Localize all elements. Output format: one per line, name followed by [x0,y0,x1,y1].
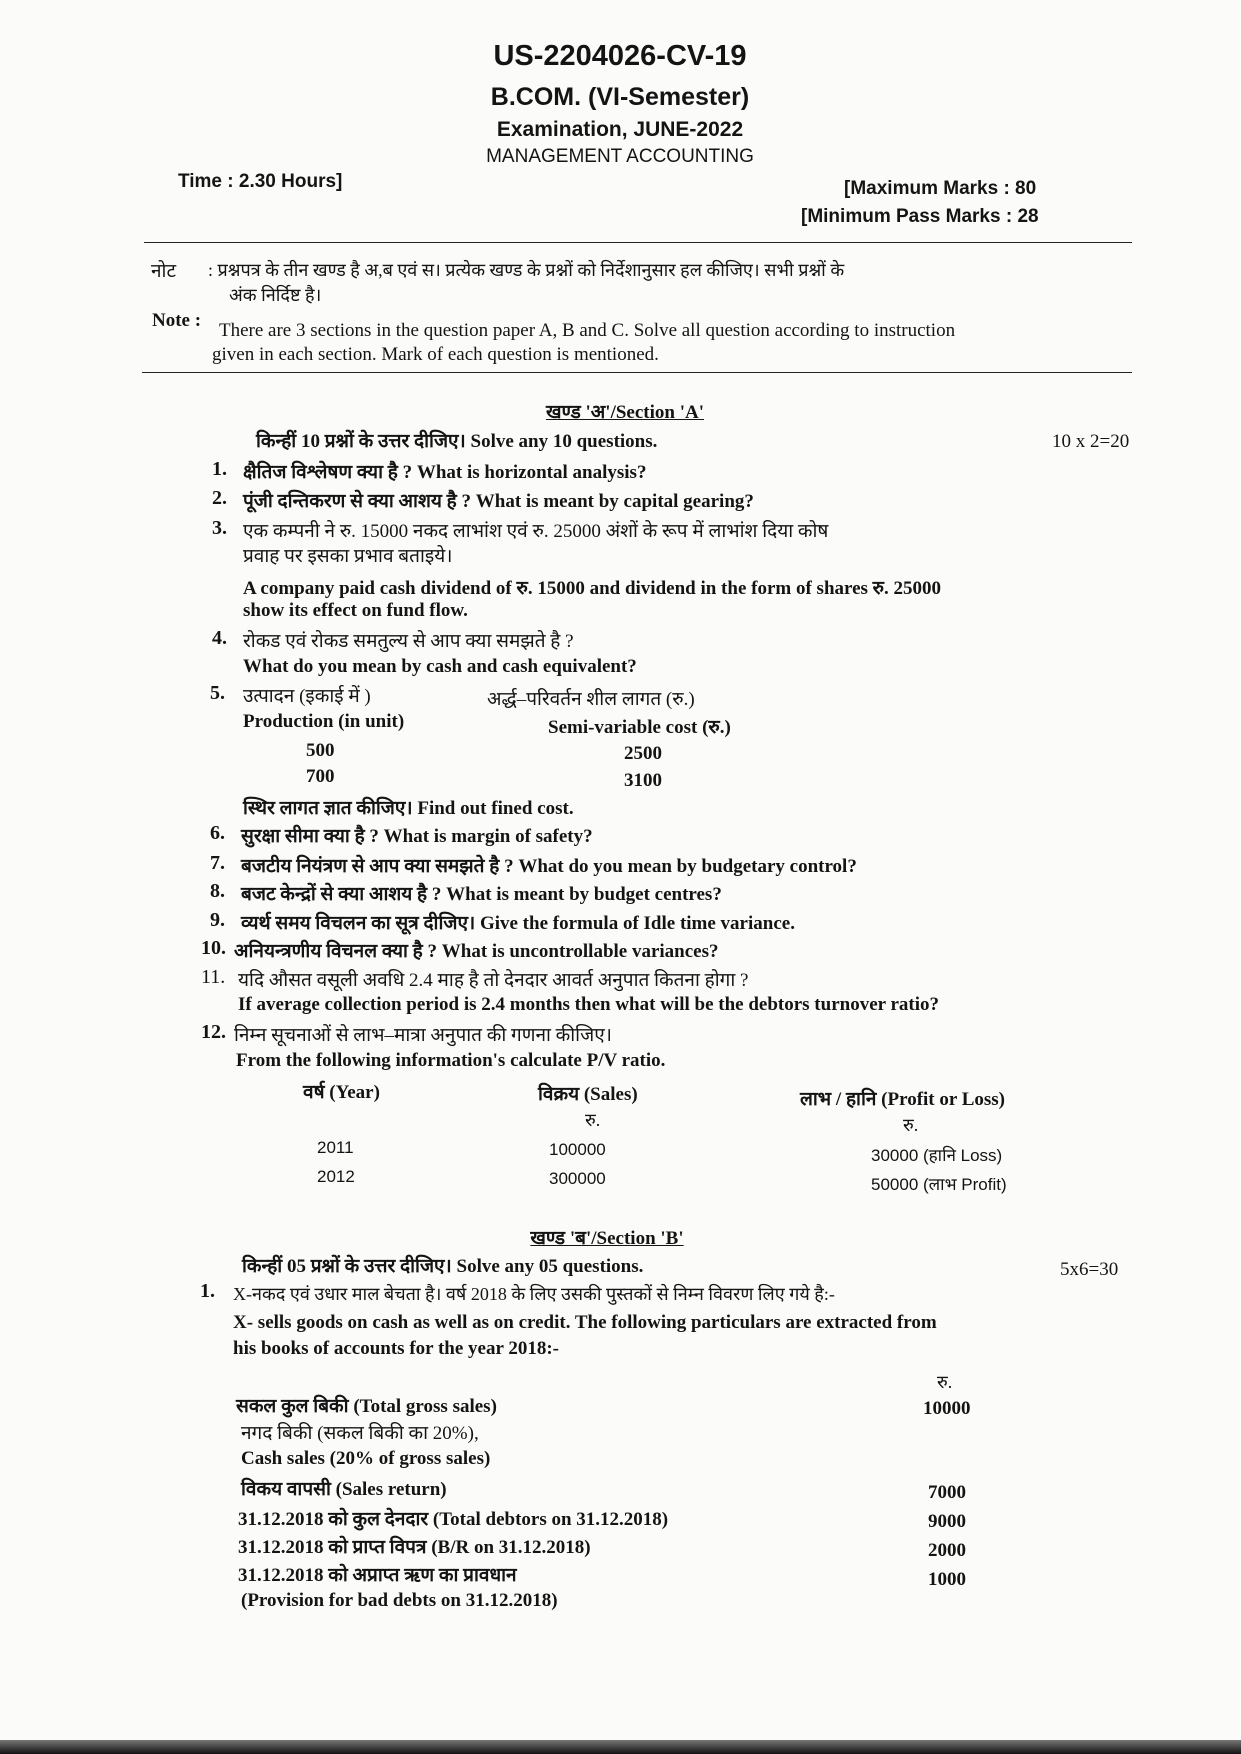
cost-value: 3100 [624,770,662,791]
paper-code: US-2204026-CV-19 [493,40,747,72]
question-number: 11. [201,966,226,988]
question-number: 4. [212,627,227,649]
question-number: 12. [201,1021,226,1043]
time-allowed: Time : 2.30 Hours] [178,171,343,192]
particular-label: 31.12.2018 को प्राप्त विपत्र (B/R on 31.12.2018) [238,1537,591,1558]
year-cell: 2011 [317,1138,354,1157]
section-b-marks: 5x6=30 [1060,1259,1119,1280]
header-divider [144,242,1132,243]
note-hindi-line-1: : प्रश्नपत्र के तीन खण्ड है अ,ब एवं स। प्रत्येक खण्ड के प्रश्नों को निर्देशानुसार हल कीजिए। सभी प्रश्नों के [208,260,845,280]
question-hindi-line-2: प्रवाह पर इसका प्रभाव बताइये। [243,546,453,567]
particular-amount: 9000 [928,1511,966,1532]
question-hindi: निम्न सूचनाओं से लाभ–मात्रा अनुपात की गणना कीजिए। [234,1025,612,1046]
question-text: क्षैतिज विश्लेषण क्या है ? What is horizontal analysis? [243,462,647,483]
note-hindi-label: नोट [151,261,177,282]
amount-unit: रु. [937,1372,953,1392]
particular-label: (Provision for bad debts on 31.12.2018) [241,1590,558,1611]
scan-bottom-edge [0,1740,1241,1754]
note-hindi-line-2: अंक निर्दिष्ट है। [229,285,322,305]
question-number: 6. [210,822,225,844]
question-number: 3. [212,517,227,539]
question-text: पूंजी दन्तिकरण से क्या आशय है ? What is meant by capital gearing? [243,491,754,512]
question-number: 2. [212,487,227,509]
question-text: बजटीय नियंत्रण से आप क्या समझते है ? What do you mean by budgetary control? [241,856,857,877]
question-text: सुरक्षा सीमा क्या है ? What is margin of safety? [241,826,593,847]
question-english: What do you mean by cash and cash equivalent? [243,656,637,677]
cost-header-hindi: अर्द्ध–परिवर्तन शील लागत (रु.) [487,689,695,710]
question-number: 7. [210,852,225,874]
production-header-english: Production (in unit) [243,711,405,732]
note-english-label: Note : [152,310,202,331]
question-english-line-1: X- sells goods on cash as well as on credit. The following particulars are extracted from [233,1312,937,1333]
particular-amount: 2000 [928,1540,966,1561]
section-b-heading: खण्ड 'ब'/Section 'B' [530,1228,684,1249]
question-text: व्यर्थ समय विचलन का सूत्र दीजिए। Give the formula of Idle time variance. [241,913,795,934]
section-a-marks: 10 x 2=20 [1052,431,1130,452]
maximum-marks: [Maximum Marks : 80 [844,178,1037,199]
particular-label: नगद बिकी (सकल बिकी का 20%), [241,1423,479,1444]
particular-label: 31.12.2018 को अप्राप्त ऋण का प्रावधान [238,1565,517,1586]
year-cell: 2012 [317,1167,355,1186]
cost-header-english: Semi-variable cost (रु.) [548,717,731,738]
result-cell: 50000 (लाभ Profit) [871,1175,1007,1194]
particular-amount: 1000 [928,1569,966,1590]
question-hindi: X-नकद एवं उधार माल बेचता है। वर्ष 2018 के लिए उसकी पुस्तकों से निम्न विवरण लिए गये है:- [233,1284,835,1304]
question-number: 5. [210,682,225,704]
profit-loss-column-header: लाभ / हानि (Profit or Loss) [800,1089,1005,1110]
particular-amount: 7000 [928,1482,966,1503]
production-header-hindi: उत्पादन (इकाई में ) [243,686,371,707]
note-english-line-2: given in each section. Mark of each question is mentioned. [212,344,659,365]
question-english-line-2: his books of accounts for the year 2018:- [233,1338,559,1359]
exam-title: Examination, JUNE-2022 [496,118,744,141]
question-english-line-1: A company paid cash dividend of रु. 15000 and dividend in the form of shares रु. 25000 [243,578,942,599]
sales-column-header: विक्रय (Sales) [538,1084,638,1105]
sales-unit: रु. [585,1110,601,1130]
question-english-line-2: show its effect on fund flow. [243,600,468,621]
question-english: If average collection period is 2.4 months then what will be the debtors turnover ratio? [238,994,940,1015]
cost-value: 2500 [624,743,662,764]
section-b-instruction: किन्हीं 05 प्रश्नों के उत्तर दीजिए। Solve any 05 questions. [242,1256,644,1277]
minimum-pass-marks: [Minimum Pass Marks : 28 [801,206,1039,227]
question-ask: स्थिर लागत ज्ञात कीजिए। Find out fined cost. [243,798,574,819]
particular-label: विकय वापसी (Sales return) [241,1479,447,1500]
note-english-line-1: There are 3 sections in the question paper A, B and C. Solve all question according to instruction [219,320,956,341]
question-hindi: रोकड एवं रोकड समतुल्य से आप क्या समझते है ? [243,631,574,652]
sales-cell: 300000 [549,1169,606,1188]
question-text: अनियन्त्रणीय विचनल क्या है ? What is uncontrollable variances? [234,941,719,962]
course-title: B.COM. (VI-Semester) [490,83,750,111]
question-number: 1. [200,1280,215,1302]
production-value: 500 [306,740,335,761]
sales-cell: 100000 [549,1140,606,1159]
question-english: From the following information's calculate P/V ratio. [236,1050,666,1071]
question-number: 8. [210,880,225,902]
production-value: 700 [306,766,335,787]
section-a-instruction: किन्हीं 10 प्रश्नों के उत्तर दीजिए। Solve any 10 questions. [256,431,658,452]
question-hindi-line-1: एक कम्पनी ने रु. 15000 नकद लाभांश एवं रु. 25000 अंशों के रूप में लाभांश दिया कोष [243,521,829,542]
subject-title: MANAGEMENT ACCOUNTING [486,146,754,167]
particular-amount: 10000 [923,1398,971,1419]
question-hindi: यदि औसत वसूली अवधि 2.4 माह है तो देनदार आवर्त अनुपात कितना होगा ? [238,970,749,991]
particular-label: Cash sales (20% of gross sales) [241,1448,491,1469]
question-number: 1. [212,458,227,480]
year-column-header: वर्ष (Year) [303,1082,380,1103]
section-a-heading: खण्ड 'अ'/Section 'A' [546,402,704,423]
notes-divider [142,372,1132,373]
profit-unit: रु. [903,1115,919,1135]
question-number: 10. [201,937,226,959]
particular-label: सकल कुल बिकी (Total gross sales) [236,1396,497,1417]
particular-label: 31.12.2018 को कुल देनदार (Total debtors on 31.12.2018) [238,1509,669,1530]
question-number: 9. [210,909,225,931]
question-text: बजट केन्द्रों से क्या आशय है ? What is meant by budget centres? [241,884,722,905]
result-cell: 30000 (हानि Loss) [871,1146,1003,1165]
